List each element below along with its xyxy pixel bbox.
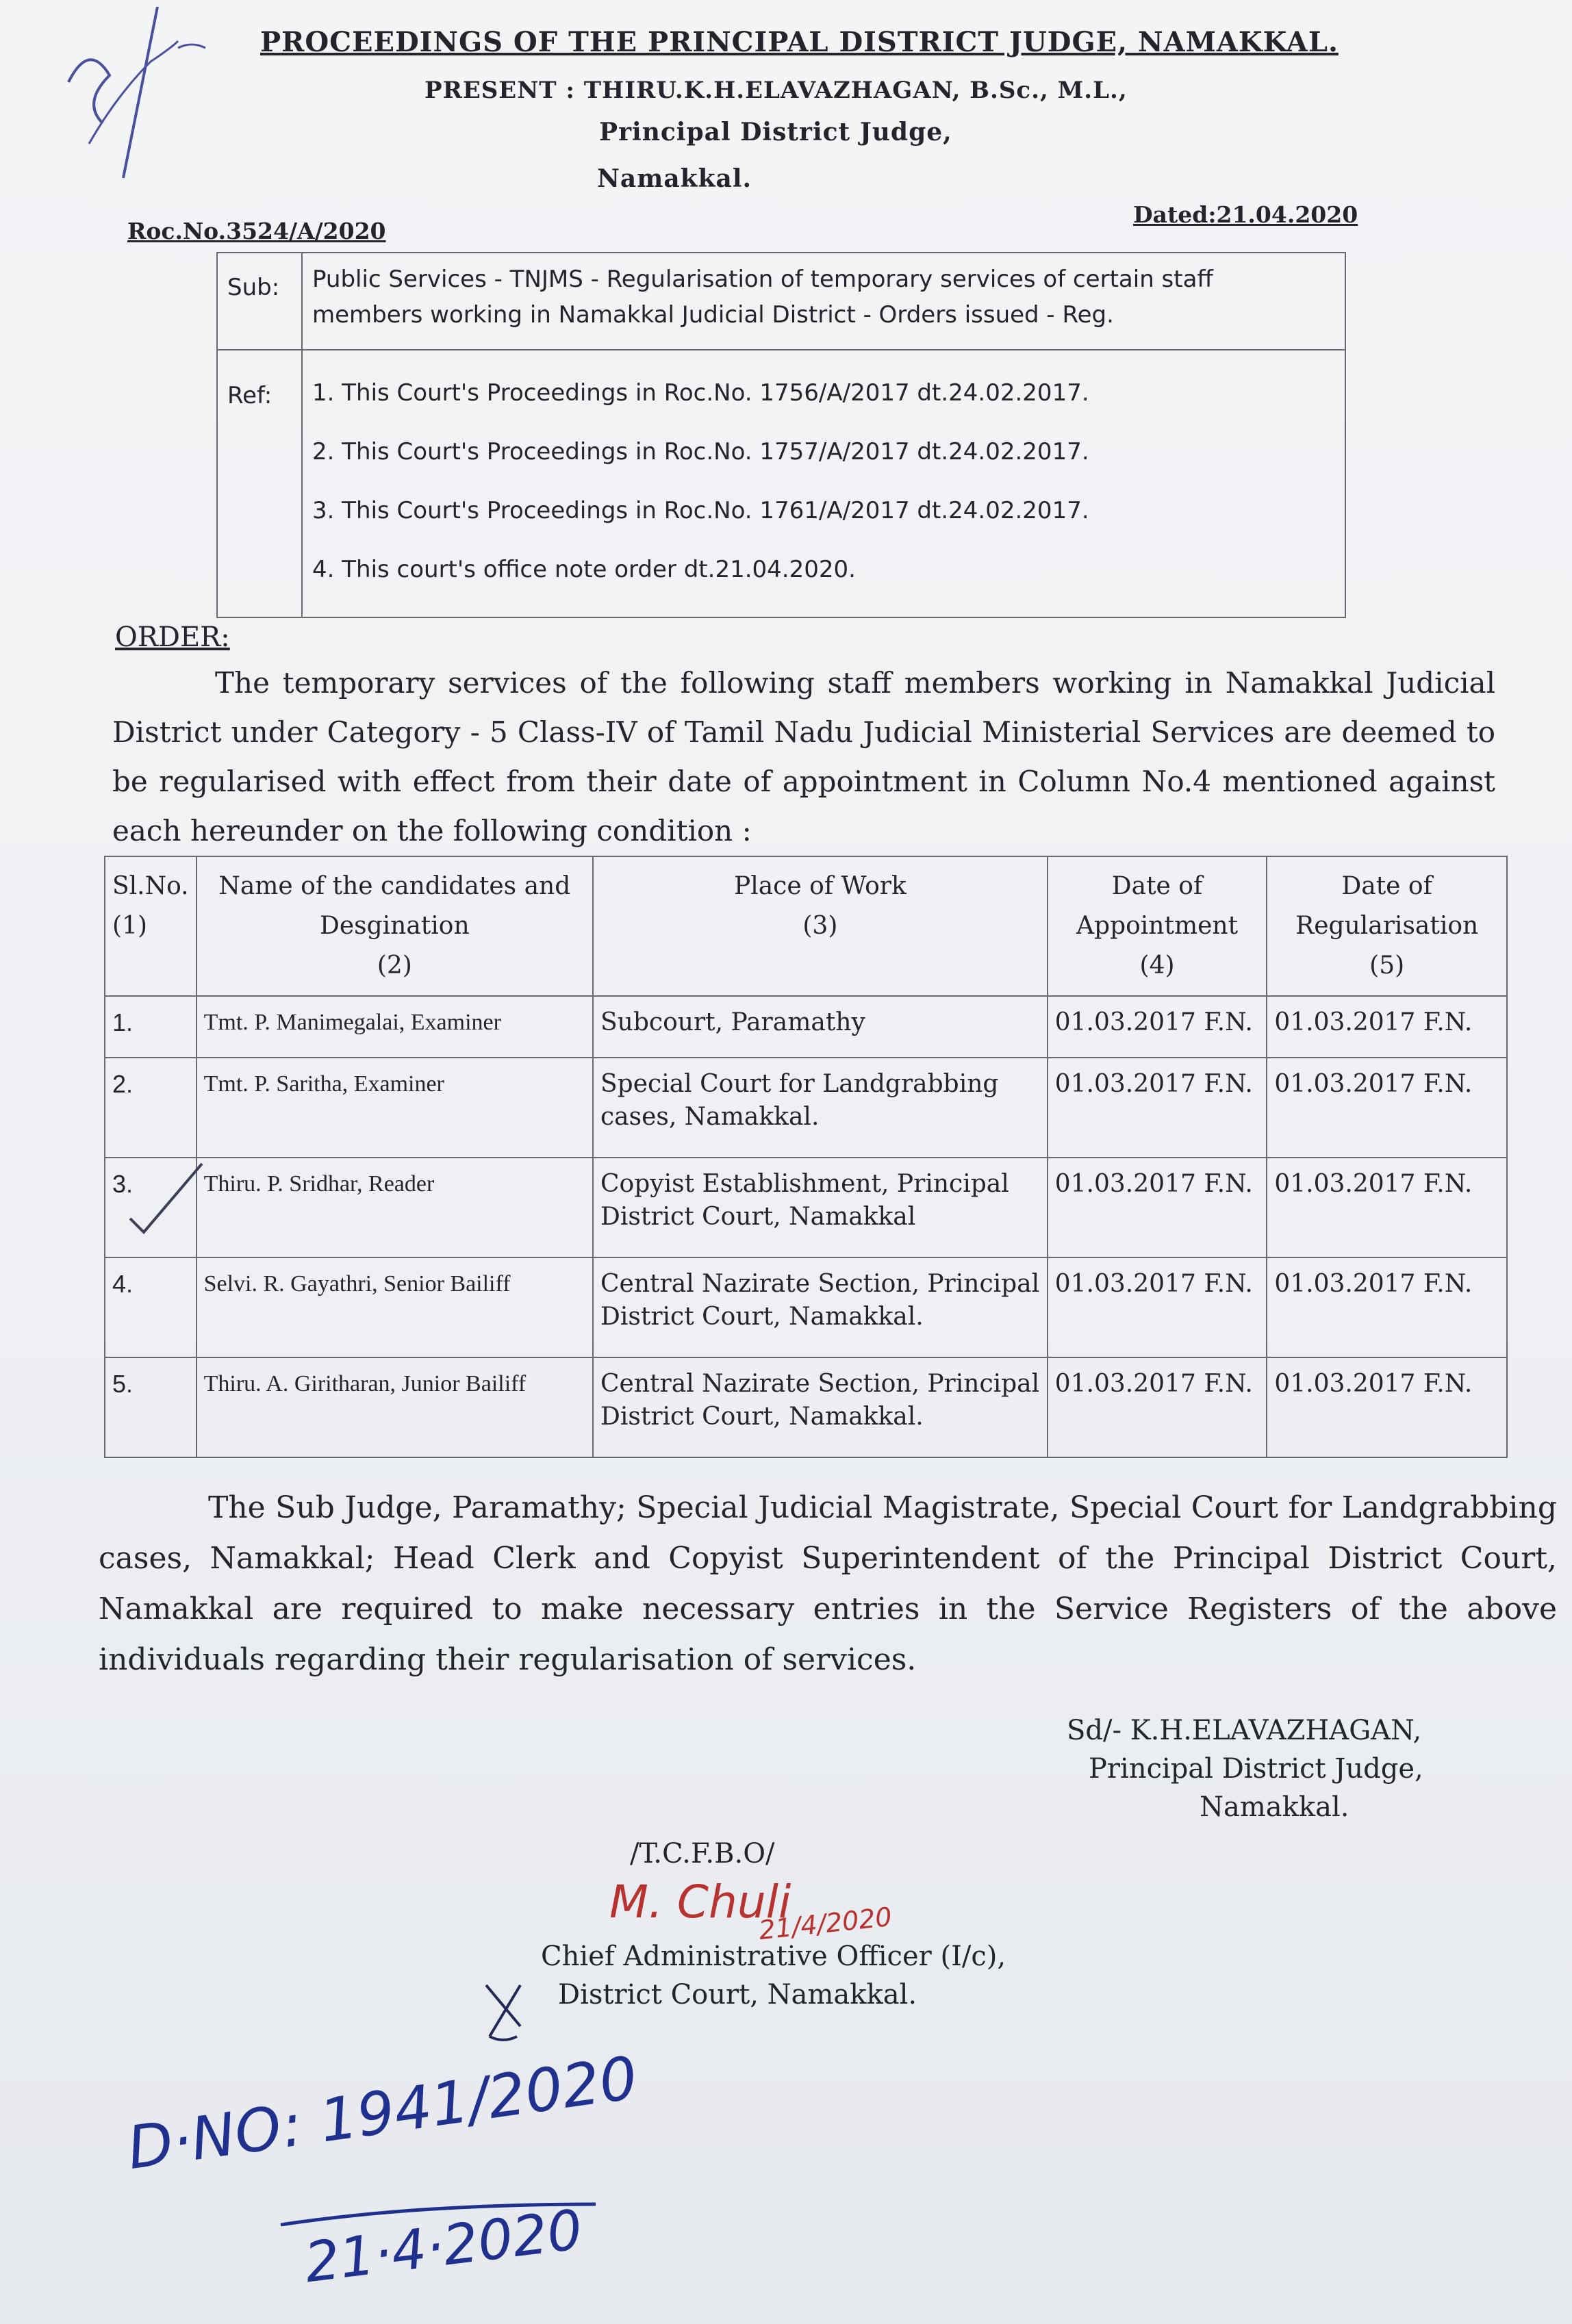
cell-slno: 4. (105, 1257, 196, 1357)
handwritten-dno-date: 21·4·2020 (301, 2197, 586, 2295)
col-header-place: Place of Work (3) (593, 856, 1048, 996)
proceedings-title: PROCEEDINGS OF THE PRINCIPAL DISTRICT JUDGE, NAMAKKAL. (260, 26, 1339, 58)
cell-place: Central Nazirate Section, Principal District Court, Namakkal. (593, 1357, 1048, 1457)
signature-name: Sd/- K.H.ELAVAZHAGAN, (1067, 1715, 1422, 1746)
cell-slno: 3. (105, 1158, 196, 1257)
cell-regularisation: 01.03.2017 F.N. (1267, 1058, 1507, 1158)
cell-name: Tmt. P. Manimegalai, Examiner (196, 996, 593, 1058)
cell-place: Special Court for Landgrabbing cases, Namakkal. (593, 1058, 1048, 1158)
cao-designation: Chief Administrative Officer (I/c), (541, 1941, 1006, 1972)
col-header-regularisation: Date of Regularisation (5) (1267, 856, 1507, 996)
cell-place: Subcourt, Paramathy (593, 996, 1048, 1058)
cell-appointment: 01.03.2017 F.N. (1048, 1158, 1267, 1257)
cell-appointment: 01.03.2017 F.N. (1048, 1357, 1267, 1457)
cell-appointment: 01.03.2017 F.N. (1048, 1257, 1267, 1357)
staff-table (104, 856, 1508, 1458)
present-line: PRESENT : THIRU.K.H.ELAVAZHAGAN, B.Sc., M.L., (424, 77, 1128, 104)
table-row (105, 1357, 1507, 1457)
tick-mark (116, 1157, 212, 1239)
reference-item: 2. This Court's Proceedings in Roc.No. 1757/A/2017 dt.24.02.2017. (312, 438, 1089, 465)
roc-number: Roc.No.3524/A/2020 (127, 218, 386, 244)
cell-name: Tmt. P. Saritha, Examiner (196, 1058, 593, 1158)
cell-place: Copyist Establishment, Principal District Court, Namakkal (593, 1158, 1048, 1257)
order-heading: ORDER: (115, 622, 230, 653)
cell-regularisation: 01.03.2017 F.N. (1267, 996, 1507, 1058)
reference-item: 3. This Court's Proceedings in Roc.No. 1761/A/2017 dt.24.02.2017. (312, 497, 1089, 524)
cell-name: Thiru. P. Sridhar, Reader (196, 1158, 593, 1257)
col-header-appointment: Date of Appointment (4) (1048, 856, 1267, 996)
cell-name: Thiru. A. Giritharan, Junior Bailiff (196, 1357, 593, 1457)
cao-place: District Court, Namakkal. (558, 1979, 917, 2010)
judge-place: Namakkal. (597, 164, 752, 193)
table-row (105, 1257, 1507, 1357)
tcfbo-line: /T.C.F.B.O/ (630, 1838, 775, 1869)
reference-label: Ref: (227, 382, 272, 409)
col-header-name: Name of the candidates and Desgination (2) (196, 856, 593, 996)
reference-item: 4. This court's office note order dt.21.04.2020. (312, 556, 856, 583)
reference-item: 1. This Court's Proceedings in Roc.No. 1756/A/2017 dt.24.02.2017. (312, 379, 1089, 407)
table-row (105, 1158, 1507, 1257)
dated: Dated:21.04.2020 (1133, 201, 1358, 228)
judge-role: Principal District Judge, (599, 118, 952, 146)
cell-appointment: 01.03.2017 F.N. (1048, 1058, 1267, 1158)
cell-slno: 2. (105, 1058, 196, 1158)
cell-regularisation: 01.03.2017 F.N. (1267, 1158, 1507, 1257)
signature-designation: Principal District Judge, (1089, 1753, 1423, 1785)
col-header-slno: Sl.No. (1) (105, 856, 196, 996)
handwritten-initials: M. Chuli (609, 1876, 791, 1928)
table-row (105, 1058, 1507, 1158)
signature-place: Namakkal. (1200, 1791, 1349, 1823)
subject-reference-box (216, 252, 1346, 618)
closing-paragraph: The Sub Judge, Paramathy; Special Judicial Magistrate, Special Court for Landgrabbing cases, Namakkal; Head Clerk and Copyist Superintendent of the Principal District Court, Namakkal are required to make necessary entries in the Service Registers of the above individuals regarding their regularisation of services. (99, 1490, 1557, 1677)
cell-appointment: 01.03.2017 F.N. (1048, 996, 1267, 1058)
handwritten-cross (472, 1971, 541, 2047)
cell-slno: 1. (105, 996, 196, 1058)
subject-text: Public Services - TNJMS - Regularisation of temporary services of certain staff members working in Namakkal Judicial District - Orders issued - Reg. (312, 266, 1213, 329)
order-paragraph: The temporary services of the following staff members working in Namakkal Judicial District under Category - 5 Class-IV of Tamil Nadu Judicial Ministerial Services are deemed to be regularised with effect from their date of appointment in Column No.4 mentioned against each hereunder on the following condition : (112, 666, 1495, 847)
cell-regularisation: 01.03.2017 F.N. (1267, 1357, 1507, 1457)
table-header-row (105, 856, 1507, 996)
cell-name: Selvi. R. Gayathri, Senior Bailiff (196, 1257, 593, 1357)
margin-scribble (41, 0, 246, 219)
cell-slno: 5. (105, 1357, 196, 1457)
handwritten-dno: D·NO: 1941/2020 (123, 2043, 642, 2184)
table-row (105, 996, 1507, 1058)
cell-place: Central Nazirate Section, Principal District Court, Namakkal. (593, 1257, 1048, 1357)
subject-label: Sub: (227, 274, 280, 301)
handwritten-sign-date: 21/4/2020 (757, 1901, 893, 1946)
cell-regularisation: 01.03.2017 F.N. (1267, 1257, 1507, 1357)
